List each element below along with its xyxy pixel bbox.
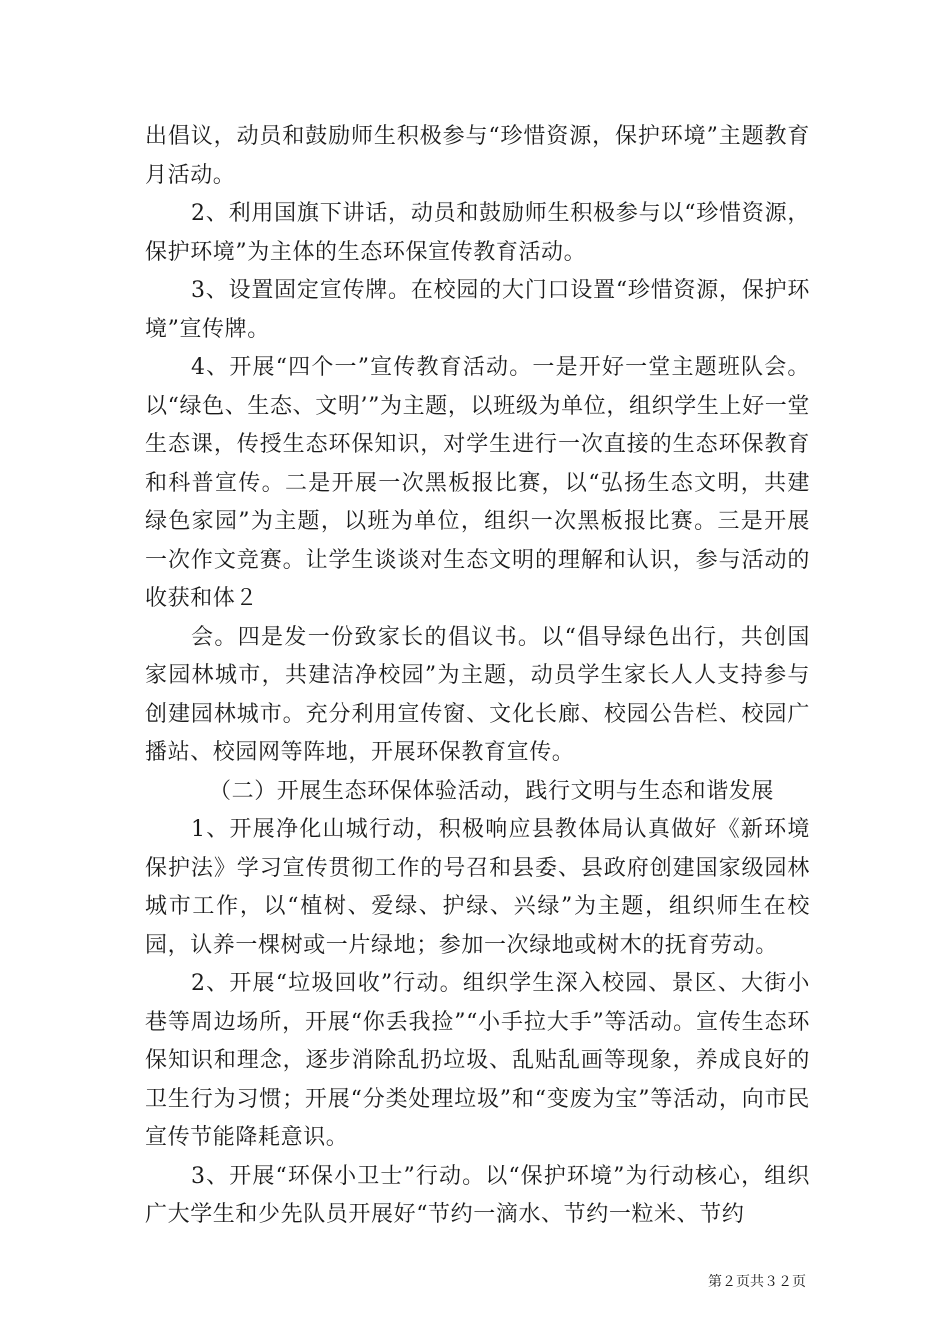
paragraph-continuation: 出倡议，动员和鼓励师生积极参与“珍惜资源，保护环境”主题教育月活动。 [145, 124, 810, 188]
paragraph-section2-item-1: 1、开展净化山城行动，积极响应县教体局认真做好《新环境保护法》学习宣传贯彻工作的号召和县委、县政府创建国家级园林城市工作，以“植树、爱绿、护绿、兴绿”为主题，组织师生在校园，认养一棵树或一片绿地；参加一次绿地或树木的抚育劳动。 [145, 817, 810, 958]
page-number-footer: 第２页共３２页 [708, 1274, 806, 1290]
paragraph-item-4-continued: 会。四是发一份致家长的倡议书。以“倡导绿色出行，共创国家园林城市，共建洁净校园”为主题，动员学生家长人人支持参与创建园林城市。充分利用宣传窗、文化长廊、校园公告栏、校园广播站、校园网等阵地，开展环保教育宣传。 [145, 624, 810, 765]
paragraph-item-2: 2、利用国旗下讲话，动员和鼓励师生积极参与以“珍惜资源，保护环境”为主体的生态环保宣传教育活动。 [145, 201, 810, 265]
paragraph-section2-item-3: 3、开展“环保小卫士”行动。以“保护环境”为行动核心，组织广大学生和少先队员开展好“节约一滴水、节约一粒米、节约 [145, 1163, 810, 1227]
paragraph-section2-item-2: 2、开展“垃圾回收”行动。组织学生深入校园、景区、大街小巷等周边场所，开展“你丢我捡”“小手拉大手”等活动。宣传生态环保知识和理念，逐步消除乱扔垃圾、乱贴乱画等现象，养成良好的卫生行为习惯；开展“分类处理垃圾”和“变废为宝”等活动，向市民宣传节能降耗意识。 [145, 971, 810, 1150]
paragraph-item-3: 3、设置固定宣传牌。在校园的大门口设置“珍惜资源，保护环境”宣传牌。 [145, 278, 810, 342]
document-body [145, 118, 810, 1235]
paragraph-item-4: 4、开展“四个一”宣传教育活动。一是开好一堂主题班队会。以“绿色、生态、文明’”为主题，以班级为单位，组织学生上好一堂生态课，传授生态环保知识，对学生进行一次直接的生态环保教育和科普宣传。二是开展一次黑板报比赛，以“弘扬生态文明，共建绿色家园”为主题，以班为单位，组织一次黑板报比赛。三是开展一次作文竞赛。让学生谈谈对生态文明的理解和认识，参与活动的收获和体２ [145, 355, 810, 611]
section-heading: （二）开展生态环保体验活动，践行文明与生态和谐发展 [209, 778, 775, 804]
